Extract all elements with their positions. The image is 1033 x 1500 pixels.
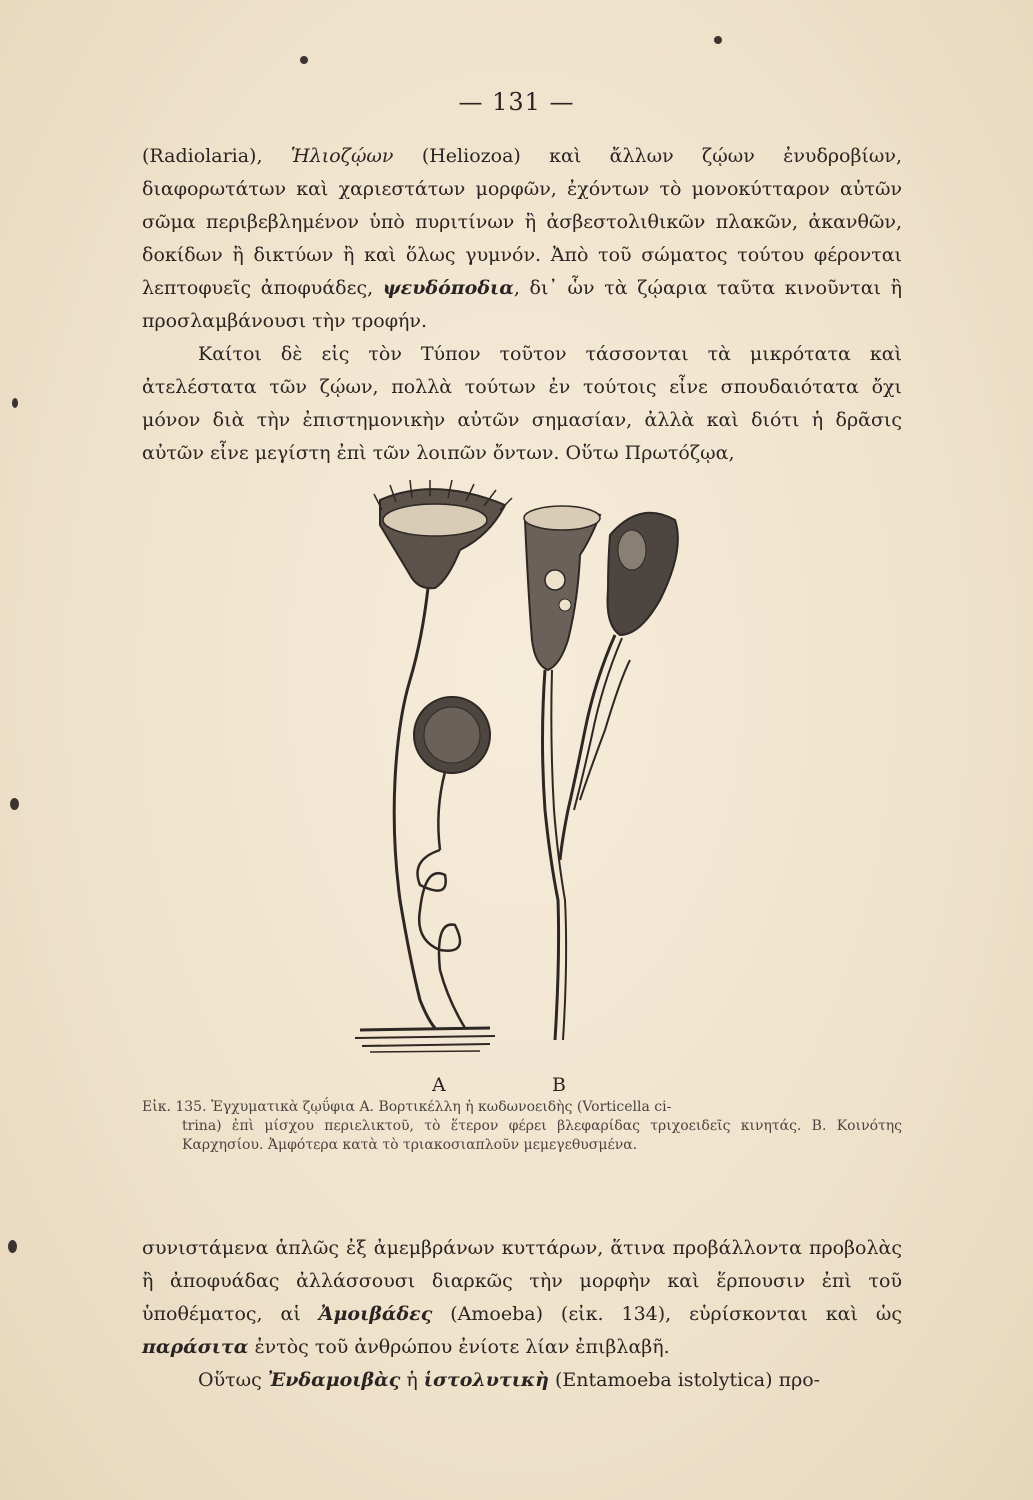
heliozoa-term: Ἡλιοζῴων xyxy=(290,145,394,167)
paragraph-4-part2: ἡ xyxy=(400,1369,424,1391)
endamoibas-term: Ἐνδαμοιβὰς xyxy=(267,1369,401,1391)
paragraph-1 xyxy=(142,140,902,338)
paragraph-2: Καίτοι δὲ εἰς τὸν Τύπον τοῦτον τάσσονται τὰ μικρότατα καὶ ἀτελέστατα τῶν ζῴων, πολλὰ τούτων ἐν τούτοις εἶνε σπουδαιότατα ὄχι μόνον διὰ τὴν ἐπιστημονικὴν αὐτῶν σημασίαν, ἀλλὰ καὶ διότι ἡ δρᾶσις αὐτῶν εἶνε μεγίστη ἐπὶ τῶν λοιπῶν ὄντων. Οὕτω Πρωτόζῳα, xyxy=(142,343,902,464)
caption-line-1: Εἰκ. 135. Ἐγχυματικὰ ζῳΰφια Α. Βορτικέλλη ἡ κωδωνοειδὴς (Vorticella ci- xyxy=(142,1099,672,1115)
paragraph-1-part2: (Heliozoa) καὶ ἄλλων ζῴων ἐνυδροβίων, διαφορωτάτων καὶ χαριεστάτων μορφῶν, ἐχόντων τὸ μονοκύτταρον αὐτῶν σῶμα περιβεβλημένον ὑπὸ πυριτίνων ἢ ἀσβεστολιθικῶν πλακῶν, ἀκανθῶν, δοκίδων ἢ δικτύων ἢ καὶ ὅλως γυμνόν. Ἀπὸ τοῦ σώματος τούτου φέρονται λεπτοφυεῖς ἀποφυάδες, xyxy=(142,145,903,299)
caption-continuation: trina) ἐπὶ μίσχου περιελικτοῦ, τὸ ἕτερον φέρει βλεφαρίδας τριχοειδεῖς κινητάς. Β. Κοινότης Καρχησίου. Ἀμφότερα κατὰ τὸ τριακοσιαπλοῦν μεμεγεθυσμένα. xyxy=(182,1118,902,1153)
paragraph-3-part2: (Amoeba) (εἰκ. 134), εὑρίσκονται καὶ ὡς xyxy=(432,1303,902,1325)
ink-speck xyxy=(714,36,722,44)
paragraph-1-part1: (Radiolaria), xyxy=(142,145,291,167)
pseudopodia-term: ψευδόποδια xyxy=(382,277,514,299)
paragraph-3-part3: ἐντὸς τοῦ ἀνθρώπου ἐνίοτε λίαν ἐπιβλαβῆ. xyxy=(248,1336,670,1358)
carchesium-b xyxy=(524,506,678,1040)
vorticella-a-contracted xyxy=(414,697,490,1028)
top-text-block xyxy=(142,140,902,470)
amoibades-term: Ἀμοιβάδες xyxy=(318,1303,433,1325)
istolytiki-term: ἱστολυτικὴ xyxy=(423,1369,549,1391)
figure-caption xyxy=(142,1098,902,1155)
ink-speck xyxy=(300,56,308,64)
ink-speck xyxy=(10,798,19,810)
paragraph-4 xyxy=(142,1364,902,1397)
ink-speck xyxy=(12,398,18,408)
ink-speck xyxy=(8,1240,17,1253)
vorticella-illustration xyxy=(340,480,720,1070)
ground-base xyxy=(355,1028,495,1052)
paragraph-3-part1: συνιστάμενα ἁπλῶς ἐξ ἀμεμβράνων κυττάρων, ἅτινα προβάλλοντα προβολὰς ἢ ἀποφυάδας ἀλλάσσουσι διαρκῶς τὴν μορφὴν καὶ ἕρπουσιν ἐπὶ τοῦ ὑποθέματος, αἱ xyxy=(142,1237,902,1325)
paragraph-4-part1: Οὕτως xyxy=(198,1369,268,1391)
paragraph-1-part3: , δι᾽ ὧν τὰ ζῴαρια ταῦτα κινοῦνται ἢ προσλαμβάνουσι τὴν τροφήν. xyxy=(142,277,902,332)
bottom-text-block xyxy=(142,1232,902,1397)
figure-label-a: A xyxy=(432,1074,446,1096)
figure-label-b: B xyxy=(552,1074,566,1096)
paragraph-4-part3: (Entamoeba istolytica) προ- xyxy=(548,1369,821,1391)
parasita-term: παράσιτα xyxy=(142,1336,249,1358)
page-number: — 131 — xyxy=(458,88,575,116)
paragraph-3 xyxy=(142,1232,902,1364)
